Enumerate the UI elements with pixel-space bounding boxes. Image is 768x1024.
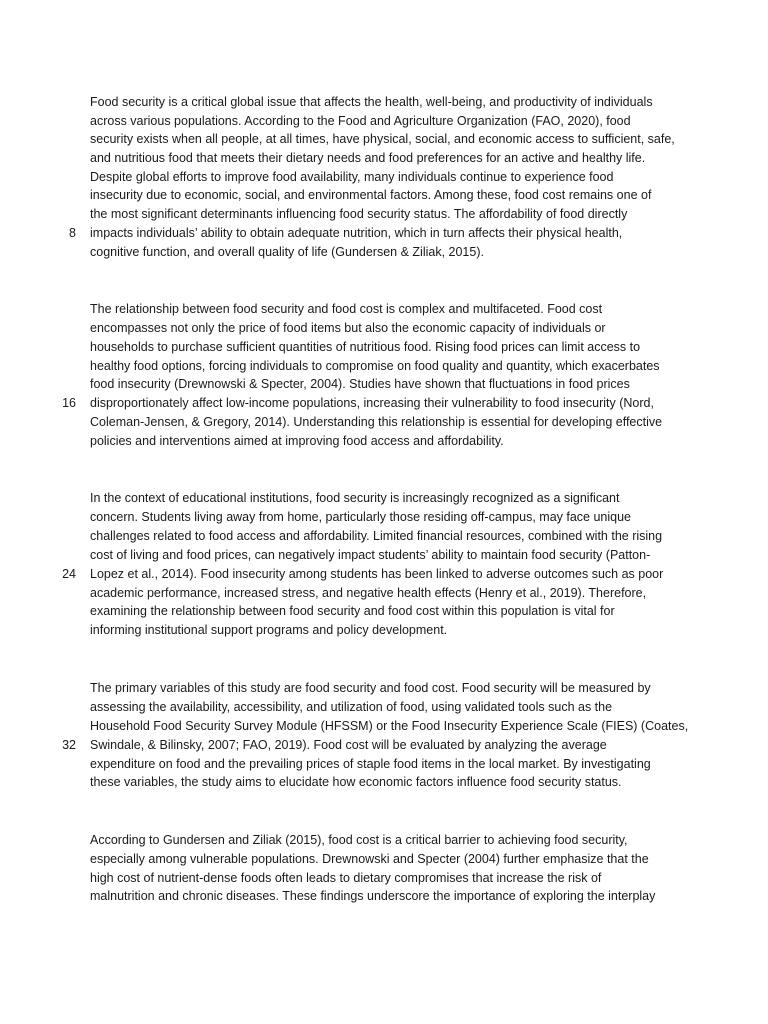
paragraph-1-line-9: cognitive function, and overall quality of life (Gundersen & Ziliak, 2015). [90, 245, 484, 259]
paragraph-2-line-7: Coleman-Jensen, & Gregory, 2014). Understanding this relationship is essential for developing effective [90, 415, 663, 429]
line-number: 16 [62, 396, 76, 410]
paragraph-1-line-6: insecurity due to economic, social, and environmental factors. Among these, food cost remains one of [90, 188, 652, 202]
paragraph-5-line-1: According to Gundersen and Ziliak (2015), food cost is a critical barrier to achieving food security, [90, 833, 628, 847]
paragraph-4-line-2: assessing the availability, accessibility, and utilization of food, using validated tools such as the [90, 700, 613, 714]
paragraph-1-line-7: the most significant determinants influencing food security status. The affordability of food directly [90, 207, 628, 221]
paragraph-4-line-1: The primary variables of this study are food security and food cost. Food security will be measured by [90, 681, 651, 695]
paragraph-3-line-8: informing institutional support programs and policy development. [90, 623, 448, 637]
paragraph-1-line-2: across various populations. According to the Food and Agriculture Organization (FAO, 2020), food [90, 114, 631, 128]
line-number: 24 [62, 567, 76, 581]
paragraph-1-line-4: and nutritious food that meets their dietary needs and food preferences for an active and healthy life. [90, 151, 646, 165]
line-number: 8 [69, 226, 76, 240]
paragraph-3-line-5: Lopez et al., 2014). Food insecurity among students has been linked to adverse outcomes such as poor [90, 567, 664, 581]
paragraph-2-line-1: The relationship between food security and food cost is complex and multifaceted. Food cost [90, 302, 603, 316]
paragraph-3-line-1: In the context of educational institutions, food security is increasingly recognized as a significant [90, 491, 620, 505]
paragraph-3-line-7: examining the relationship between food security and food cost within this population is vital for [90, 604, 615, 618]
paragraph-3-line-6: academic performance, increased stress, and negative health effects (Henry et al., 2019). Therefore, [90, 586, 647, 600]
paragraph-1-line-3: security exists when all people, at all times, have physical, social, and economic access to sufficient, safe, [90, 132, 675, 146]
paragraph-2-line-8: policies and interventions aimed at improving food access and affordability. [90, 434, 504, 448]
paragraph-2-line-3: households to purchase sufficient quantities of nutritious food. Rising food prices can limit access to [90, 340, 641, 354]
paragraph-4-line-6: these variables, the study aims to elucidate how economic factors influence food security status. [90, 775, 622, 789]
paragraph-1-line-5: Despite global efforts to improve food availability, many individuals continue to experience food [90, 170, 614, 184]
paragraph-5-line-2: especially among vulnerable populations. Drewnowski and Specter (2004) further emphasize that the [90, 852, 649, 866]
line-number: 32 [62, 738, 76, 752]
paragraph-4-line-3: Household Food Security Survey Module (HFSSM) or the Food Insecurity Experience Scale (FIES) (Coates, [90, 719, 689, 733]
paragraph-5-line-4: malnutrition and chronic diseases. These findings underscore the importance of exploring the interplay [90, 889, 656, 903]
paragraph-2-line-6: disproportionately affect low-income populations, increasing their vulnerability to food insecurity (Nord, [90, 396, 654, 410]
paragraph-2-line-2: encompasses not only the price of food items but also the economic capacity of individuals or [90, 321, 606, 335]
paragraph-4-line-5: expenditure on food and the prevailing prices of staple food items in the local market. By investigating [90, 757, 651, 771]
paragraph-5-line-3: high cost of nutrient-dense foods often leads to dietary compromises that increase the risk of [90, 871, 602, 885]
paragraph-1-line-1: Food security is a critical global issue that affects the health, well-being, and productivity of individuals [90, 95, 653, 109]
paragraph-3-line-4: cost of living and food prices, can negatively impact students’ ability to maintain food security (Patton- [90, 548, 651, 562]
paragraph-2-line-5: food insecurity (Drewnowski & Specter, 2004). Studies have shown that fluctuations in food prices [90, 377, 630, 391]
paragraph-3-line-3: challenges related to food access and affordability. Limited financial resources, combined with the rising [90, 529, 663, 543]
paragraph-3-line-2: concern. Students living away from home, particularly those residing off-campus, may face unique [90, 510, 632, 524]
paragraph-2-line-4: healthy food options, forcing individuals to compromise on food quality and quantity, which exacerbates [90, 359, 660, 373]
paragraph-4-line-4: Swindale, & Bilinsky, 2007; FAO, 2019). Food cost will be evaluated by analyzing the average [90, 738, 607, 752]
paragraph-1-line-8: impacts individuals’ ability to obtain adequate nutrition, which in turn affects their physical health, [90, 226, 623, 240]
